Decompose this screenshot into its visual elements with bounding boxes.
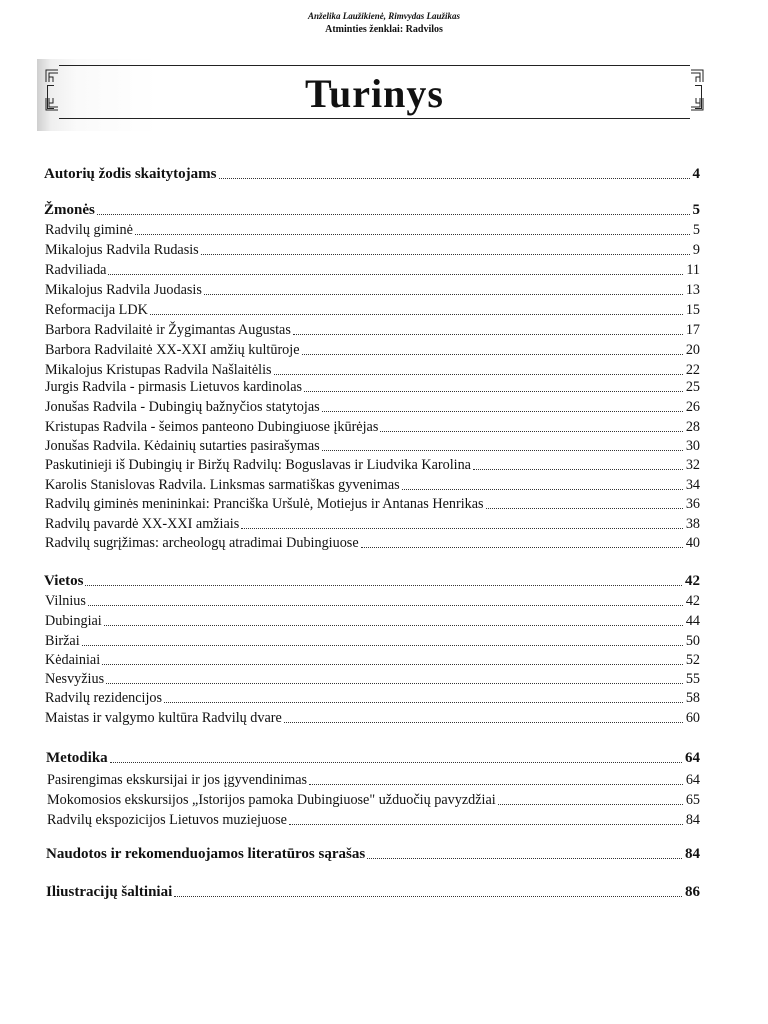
dot-leader [110, 762, 682, 763]
toc-entry-title: Nesvyžius [45, 671, 105, 687]
toc-entry-title: Jurgis Radvila - pirmasis Lietuvos kardinolas [45, 379, 303, 395]
header-authors: Anželika Laužikienė, Rimvydas Laužikas [307, 11, 460, 21]
dot-leader [289, 824, 683, 825]
toc-entry-title: Paskutinieji iš Dubingių ir Biržų Radvilų: Boguslavas ir Liudvika Karolina [45, 457, 471, 473]
toc-entry [45, 477, 700, 494]
toc-entry-title: Iliustracijų šaltiniai [46, 884, 173, 900]
toc-entry-title: Jonušas Radvila. Kėdainių sutarties pasirašymas [45, 438, 320, 454]
toc-entry [45, 671, 700, 688]
toc-entry [45, 302, 700, 319]
toc-page-number: 36 [685, 496, 700, 512]
toc-entry-title: Barbora Radvilaitė XX-XXI amžių kultūroje [45, 342, 300, 358]
toc-entry-title: Radvilų ekspozicijos Lietuvos muziejuose [47, 812, 287, 828]
toc-entry-title: Vietos [44, 573, 84, 589]
toc-page-number: 34 [685, 477, 700, 493]
toc-section [46, 846, 700, 863]
toc-entry [45, 457, 700, 474]
dot-leader [293, 334, 683, 335]
toc-entry-title: Biržai [45, 633, 80, 649]
toc-page-number: 15 [685, 302, 700, 318]
dot-leader [380, 431, 682, 432]
dot-leader [204, 294, 683, 295]
toc-entry-title: Kėdainiai [45, 652, 101, 668]
dot-leader [219, 178, 690, 179]
toc-page-number: 22 [685, 362, 700, 378]
toc-entry-title: Dubingiai [45, 613, 102, 629]
dot-leader [498, 804, 683, 805]
toc-page-number: 84 [685, 812, 700, 828]
toc-entry-title: Žmonės [44, 202, 95, 218]
toc-page-number: 64 [685, 750, 700, 766]
toc-page-number: 40 [685, 535, 700, 551]
toc-page-number: 86 [685, 884, 700, 900]
dot-leader [85, 585, 682, 586]
toc-entry [45, 593, 700, 610]
toc-entry-title: Pasirengimas ekskursijai ir jos įgyvendinimas [47, 772, 308, 788]
toc-entry [47, 772, 700, 789]
dot-leader [402, 489, 683, 490]
dot-leader [274, 374, 683, 375]
dot-leader [486, 508, 683, 509]
toc-entry [45, 242, 700, 259]
toc-page-number: 11 [686, 262, 700, 278]
toc-entry-title: Autorių žodis skaitytojams [44, 166, 217, 182]
toc-entry [45, 633, 700, 650]
toc-entry [45, 652, 700, 669]
toc-page-number: 55 [685, 671, 700, 687]
toc-entry [45, 690, 700, 707]
dot-leader [97, 214, 690, 215]
toc-page-number: 13 [685, 282, 700, 298]
dot-leader [88, 605, 683, 606]
toc-entry [47, 792, 700, 809]
toc-page-number: 64 [685, 772, 700, 788]
toc-page-number: 42 [685, 573, 700, 589]
dot-leader [174, 896, 682, 897]
dot-leader [322, 450, 683, 451]
toc-page-number: 30 [685, 438, 700, 454]
toc-page-number: 42 [685, 593, 700, 609]
toc-page-number: 5 [692, 202, 700, 218]
dot-leader [367, 858, 682, 859]
dot-leader [201, 254, 690, 255]
dot-leader [309, 784, 683, 785]
toc-page-number: 84 [685, 846, 700, 862]
header-book-title: Atminties ženklai: Radvilos [325, 24, 443, 35]
toc-page-number: 20 [685, 342, 700, 358]
toc-entry [45, 613, 700, 630]
toc-page-number: 38 [685, 516, 700, 532]
toc-page-number: 52 [685, 652, 700, 668]
toc-entry-title: Reformacija LDK [45, 302, 148, 318]
toc-section [44, 573, 700, 590]
toc-page-number: 65 [685, 792, 700, 808]
dot-leader [102, 664, 683, 665]
dot-leader [302, 354, 683, 355]
toc-entry-title: Naudotos ir rekomenduojamos literatūros sąrašas [46, 846, 366, 862]
dot-leader [106, 683, 683, 684]
toc-entry-title: Radvilų giminės menininkai: Pranciška Uršulė, Motiejus ir Antanas Henrikas [45, 496, 484, 512]
toc-page-number: 60 [685, 710, 700, 726]
toc-entry-title: Maistas ir valgymo kultūra Radvilų dvare [45, 710, 282, 726]
page-title: Turinys [305, 71, 444, 116]
dot-leader [104, 625, 683, 626]
toc-section [46, 750, 700, 767]
toc-page-number: 17 [685, 322, 700, 338]
toc-page-number: 4 [692, 166, 700, 182]
toc-entry-title: Radvilų rezidencijos [45, 690, 163, 706]
dot-leader [361, 547, 683, 548]
toc-entry [45, 710, 700, 727]
toc-entry-title: Mokomosios ekskursijos „Istorijos pamoka Dubingiuose" užduočių pavyzdžiai [47, 792, 496, 808]
toc-entry [45, 535, 700, 552]
toc-entry [45, 516, 700, 533]
toc-entry [45, 362, 700, 379]
toc-page-number: 5 [692, 222, 700, 238]
toc-entry-title: Vilnius [45, 593, 86, 609]
toc-entry [45, 322, 700, 339]
toc-page-number: 25 [685, 379, 700, 395]
toc-entry [45, 399, 700, 416]
toc-entry-title: Radvilų pavardė XX-XXI amžiais [45, 516, 240, 532]
toc-entry [45, 222, 700, 239]
toc-section [44, 166, 700, 183]
toc-entry [45, 438, 700, 455]
dot-leader [322, 411, 683, 412]
dot-leader [135, 234, 690, 235]
toc-page-number: 50 [685, 633, 700, 649]
toc-page-number: 28 [685, 419, 700, 435]
toc-entry-title: Radvilų sugrįžimas: archeologų atradimai Dubingiuose [45, 535, 359, 551]
toc-entry-title: Radviliada [45, 262, 107, 278]
toc-entry-title: Radvilų giminė [45, 222, 133, 238]
toc-entry-title: Jonušas Radvila - Dubingių bažnyčios statytojas [45, 399, 320, 415]
toc-entry [45, 262, 700, 279]
toc-entry [45, 496, 700, 513]
dot-leader [164, 702, 683, 703]
toc-entry [45, 419, 700, 436]
toc-entry-title: Barbora Radvilaitė ir Žygimantas Augustas [45, 322, 291, 338]
toc-entry [45, 379, 700, 396]
toc-entry-title: Kristupas Radvila - šeimos panteono Dubingiuose įkūrėjas [45, 419, 379, 435]
dot-leader [241, 528, 683, 529]
dot-leader [82, 645, 683, 646]
dot-leader [284, 722, 683, 723]
toc-page-number: 32 [685, 457, 700, 473]
dot-leader [473, 469, 683, 470]
toc-page-number: 9 [692, 242, 700, 258]
toc-entry-title: Mikalojus Radvila Juodasis [45, 282, 202, 298]
dot-leader [108, 274, 683, 275]
toc-page-number: 26 [685, 399, 700, 415]
toc-entry-title: Karolis Stanislovas Radvila. Linksmas sarmatiškas gyvenimas [45, 477, 400, 493]
dot-leader [150, 314, 683, 315]
toc-entry [45, 342, 700, 359]
toc-entry [47, 812, 700, 829]
toc-section [46, 884, 700, 901]
toc-entry [45, 282, 700, 299]
toc-page-number: 58 [685, 690, 700, 706]
toc-entry-title: Metodika [46, 750, 108, 766]
toc-page-number: 44 [685, 613, 700, 629]
dot-leader [304, 391, 683, 392]
toc-entry-title: Mikalojus Kristupas Radvila Našlaitėlis [45, 362, 272, 378]
toc-section [44, 202, 700, 219]
toc-entry-title: Mikalojus Radvila Rudasis [45, 242, 199, 258]
